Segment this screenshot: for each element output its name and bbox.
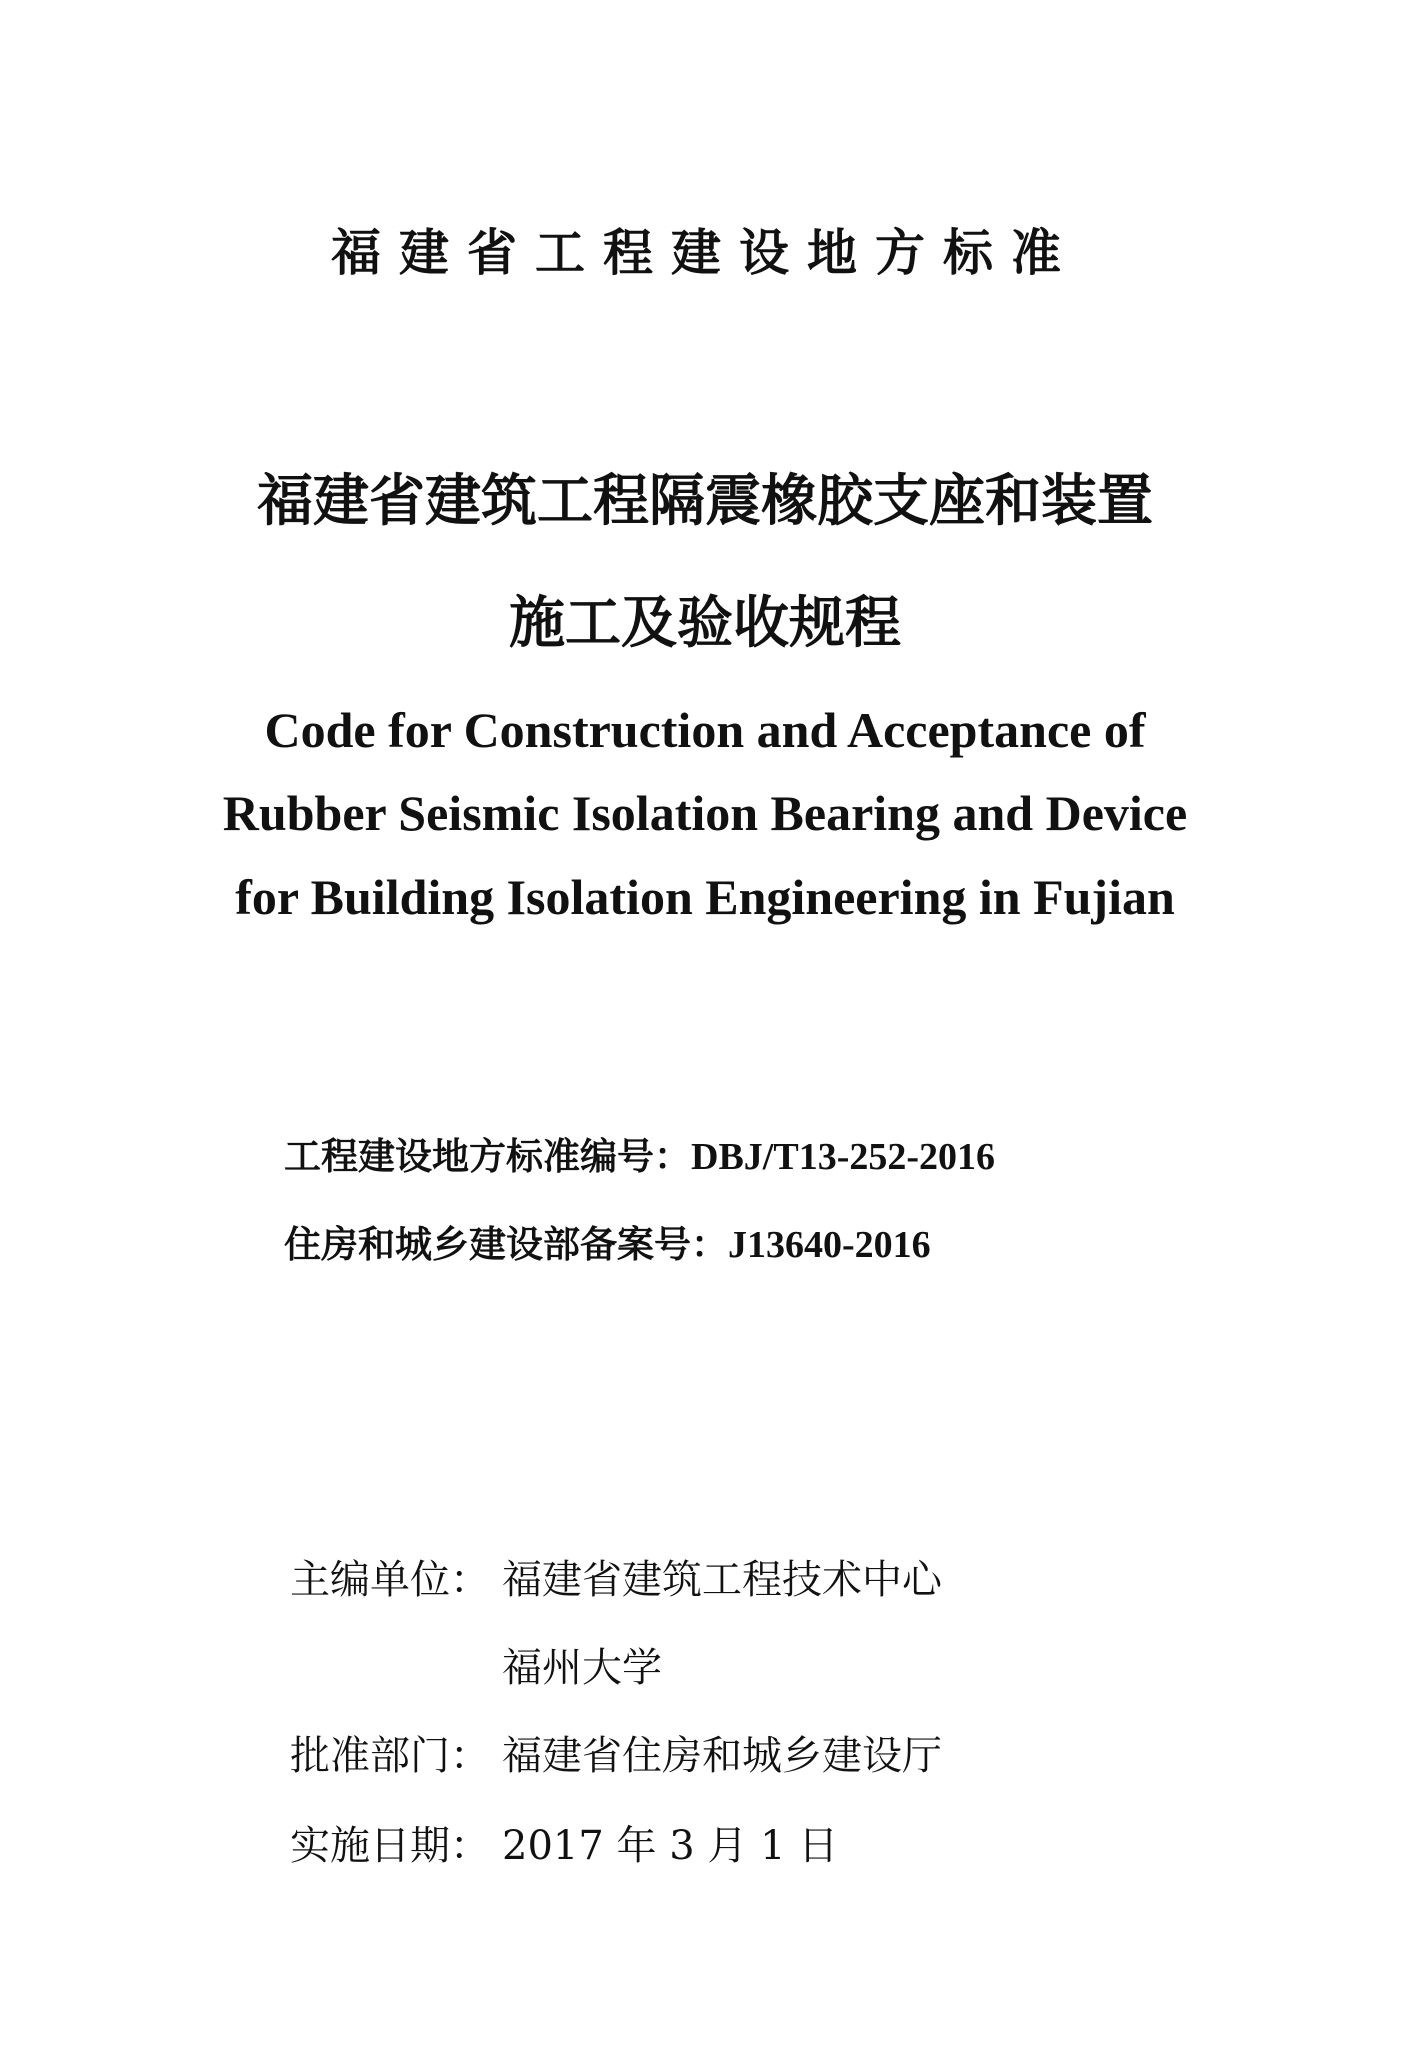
approval-department-row: [290, 1733, 942, 1779]
chinese-title-line-2: 施工及验收规程: [509, 591, 901, 656]
effective-date-value: 2017 年 3 月 1 日: [502, 1823, 839, 1869]
effective-date-label: 实施日期：: [290, 1823, 490, 1869]
effective-date-row: [290, 1823, 839, 1869]
chief-editor-org-1: 福建省建筑工程技术中心: [502, 1557, 942, 1603]
record-number-label: 住房和城乡建设部备案号：: [284, 1223, 728, 1266]
approval-department-label: 批准部门：: [290, 1733, 490, 1779]
standard-series-heading: 福建省工程建设地方标准: [331, 224, 1079, 282]
chief-editor-row-2: [290, 1645, 662, 1691]
record-number-row: [284, 1223, 931, 1266]
english-title-line-1: Code for Construction and Acceptance of: [264, 702, 1146, 758]
chief-editor-label: 主编单位：: [290, 1557, 490, 1603]
standard-code-value: DBJ/T13-252-2016: [691, 1136, 995, 1178]
chief-editor-org-2: 福州大学: [502, 1645, 662, 1691]
approval-department-value: 福建省住房和城乡建设厅: [502, 1733, 942, 1779]
chief-editor-row: [290, 1557, 942, 1603]
record-number-value: J13640-2016: [728, 1224, 931, 1266]
english-title-line-3: for Building Isolation Engineering in Fujian: [235, 869, 1175, 925]
standard-code-label: 工程建设地方标准编号：: [284, 1135, 691, 1178]
english-title-line-2: Rubber Seismic Isolation Bearing and Device: [222, 785, 1188, 841]
chinese-title-line-1: 福建省建筑工程隔震橡胶支座和装置: [257, 469, 1153, 534]
standard-code-row: [284, 1135, 995, 1178]
